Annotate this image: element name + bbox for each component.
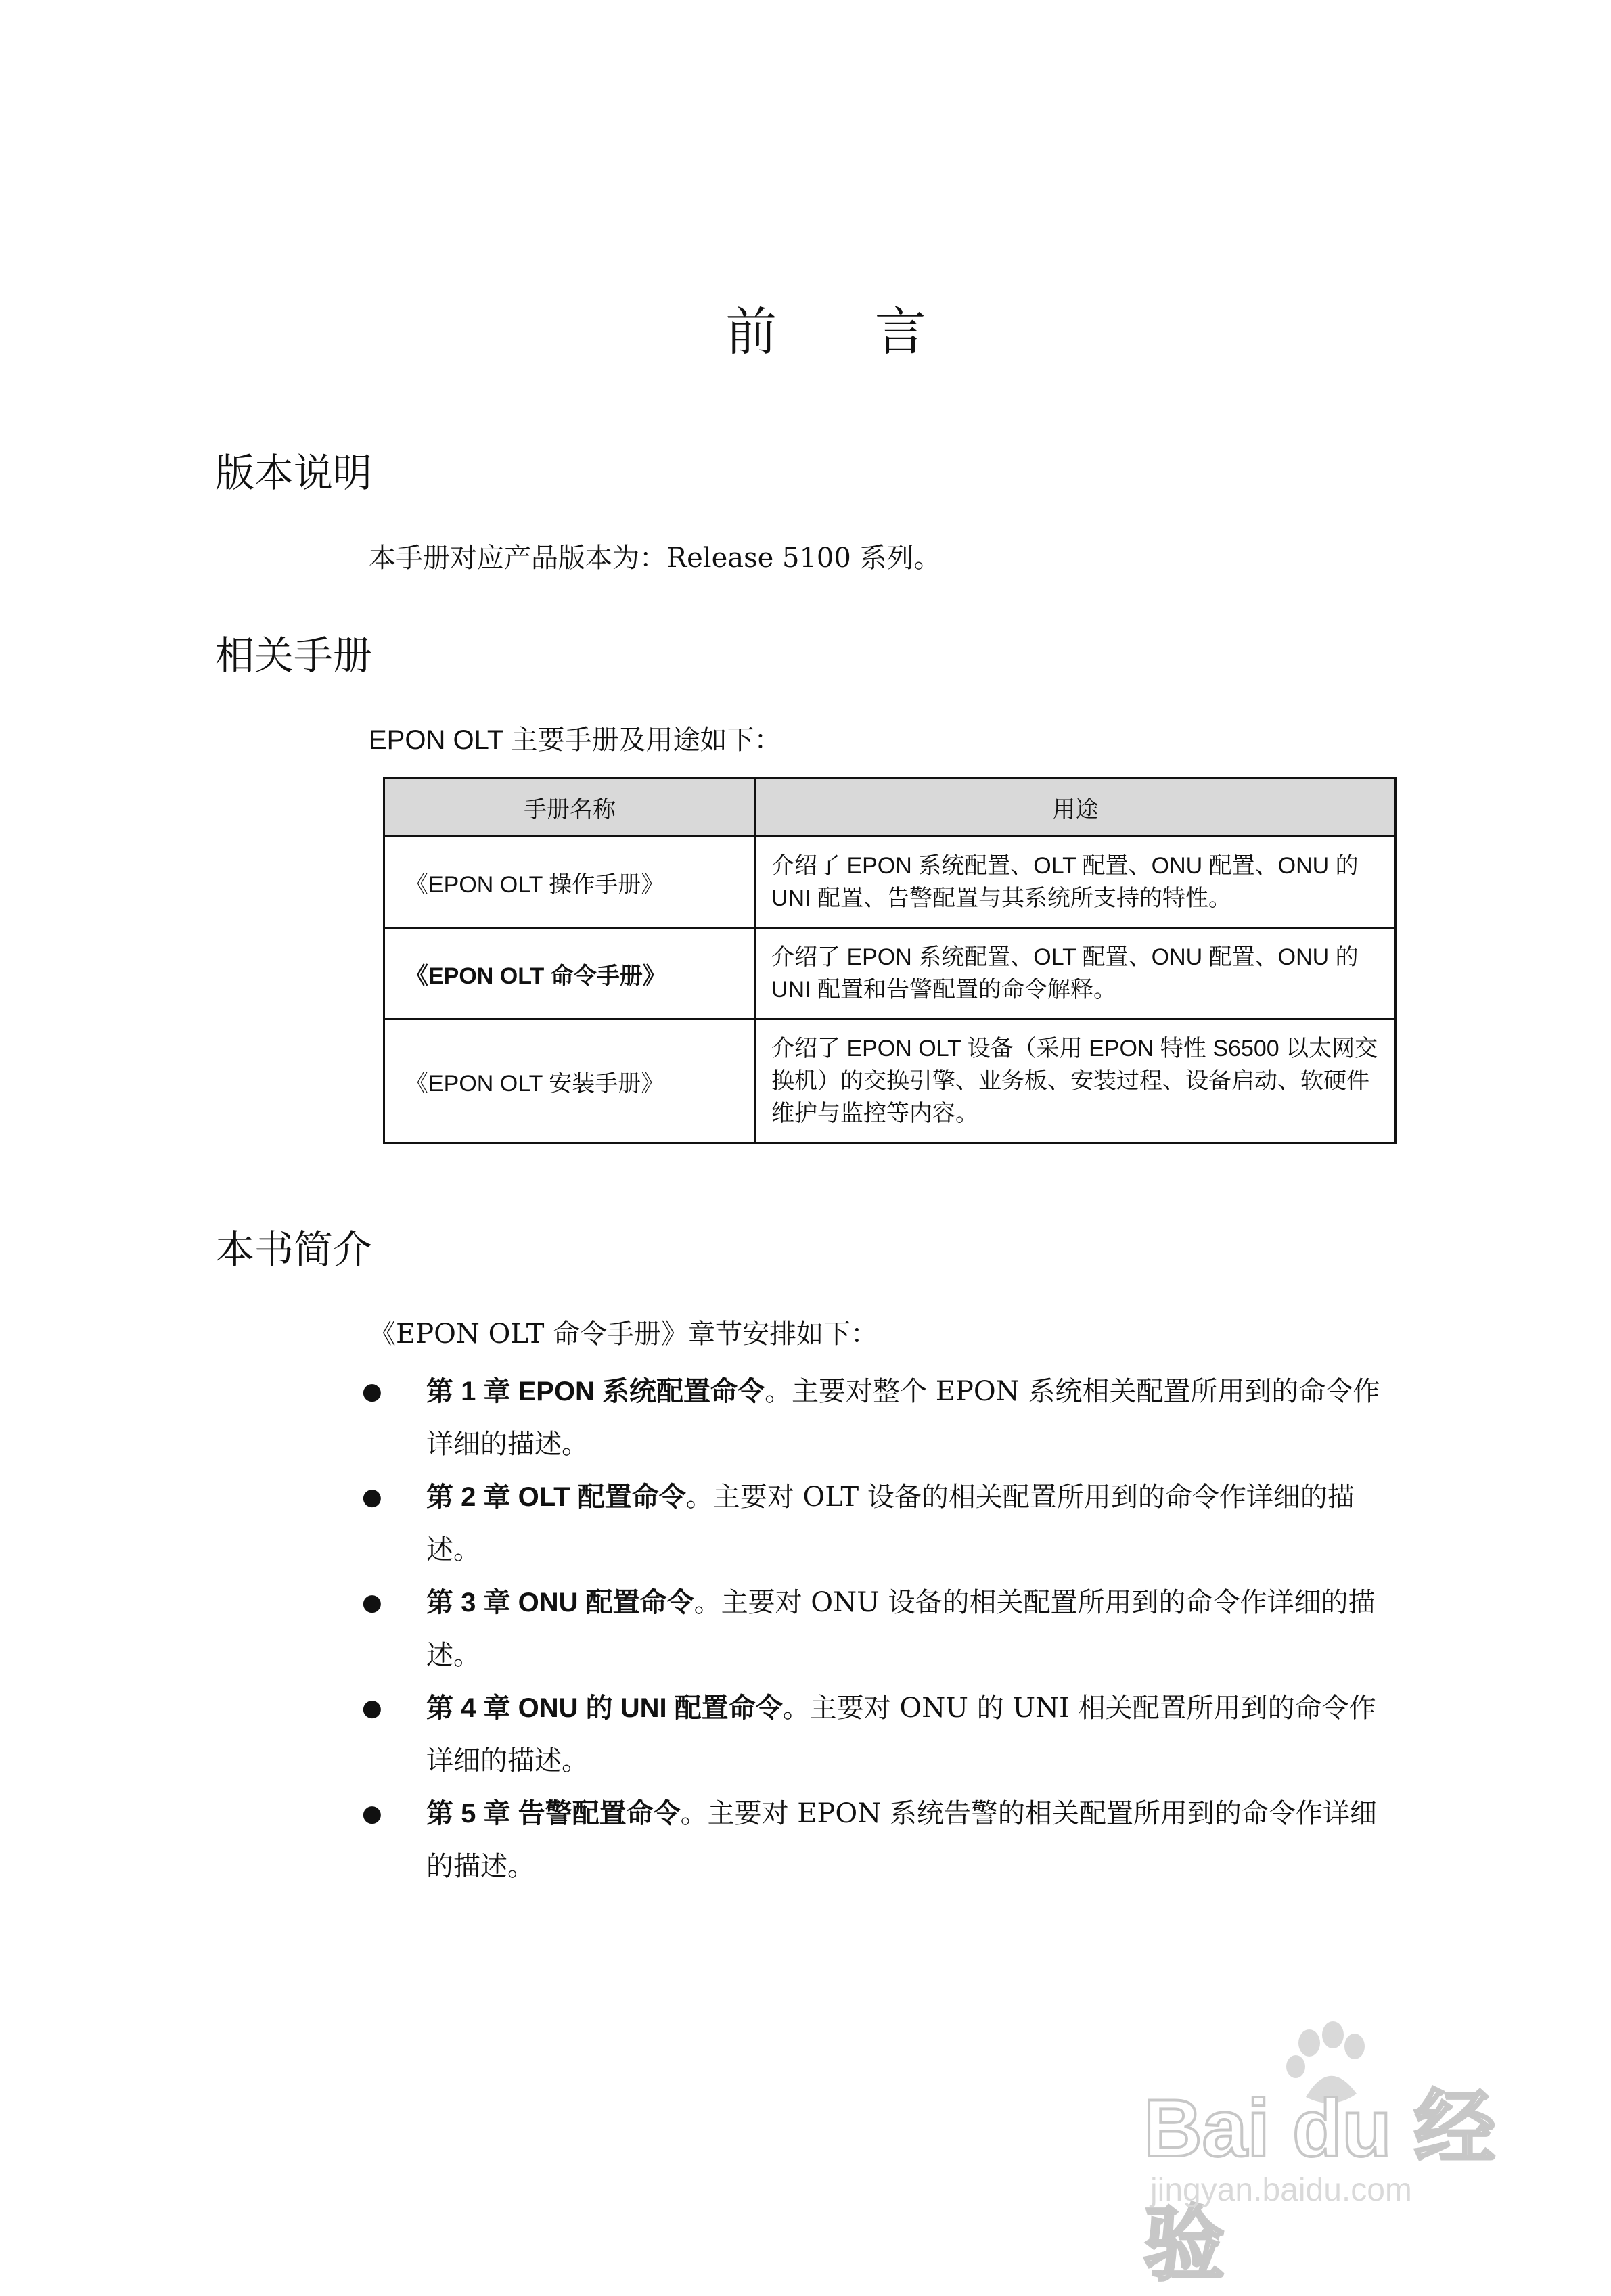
manual-purpose: 介绍了 EPON OLT 设备（采用 EPON 特性 S6500 以太网交换机）的交换引擎、业务板、安装过程、设备启动、软硬件维护与监控等内容。 (756, 1019, 1396, 1143)
bullet-icon: ● (362, 1695, 382, 1722)
chapter-title: 第 1 章 EPON 系统配置命令 (426, 1377, 765, 1406)
list-item (362, 1365, 1397, 1471)
manuals-intro: EPON OLT 主要手册及用途如下： (369, 725, 781, 755)
manual-name: 《EPON OLT 安装手册》 (384, 1019, 756, 1143)
chapter-title: 第 5 章 告警配置命令 (426, 1799, 681, 1829)
manuals-table (383, 777, 1397, 1144)
manual-purpose: 介绍了 EPON 系统配置、OLT 配置、ONU 配置、ONU 的 UNI 配置、告警配置与其系统所支持的特性。 (756, 837, 1396, 928)
intro-heading: 本书简介 (215, 1226, 373, 1272)
version-heading: 版本说明 (215, 450, 373, 496)
chapter-desc: 。主要对 ONU 的 UNI 相关配置所用到的命令作详细的描述。 (426, 1693, 1376, 1776)
chapter-title: 第 2 章 OLT 配置命令 (426, 1482, 686, 1512)
list-item (362, 1787, 1397, 1893)
table-header-purpose: 用途 (756, 778, 1396, 837)
version-text: 本手册对应产品版本为：Release 5100 系列。 (369, 543, 941, 574)
chapter-list (362, 1365, 1397, 1893)
list-item (362, 1576, 1397, 1682)
intro-text: 《EPON OLT 命令手册》章节安排如下： (369, 1318, 878, 1350)
chapter-desc: 。主要对整个 EPON 系统相关配置所用到的命令作详细的描述。 (426, 1376, 1380, 1460)
bullet-icon: ● (362, 1589, 382, 1616)
watermark-logo-text: Bai du 经验 (1143, 2083, 1496, 2290)
manual-name: 《EPON OLT 操作手册》 (384, 837, 756, 928)
page-title: 前 言 (725, 302, 967, 362)
chapter-title: 第 4 章 ONU 的 UNI 配置命令 (426, 1693, 783, 1723)
manual-name: 《EPON OLT 命令手册》 (384, 928, 756, 1019)
bullet-icon: ● (362, 1800, 382, 1827)
baidu-watermark (1143, 2036, 1522, 2290)
table-row (384, 837, 1396, 928)
table-header-name: 手册名称 (384, 778, 756, 837)
list-item (362, 1471, 1397, 1576)
bullet-icon: ● (362, 1484, 382, 1511)
table-row (384, 1019, 1396, 1143)
manuals-heading: 相关手册 (215, 633, 373, 679)
watermark-url: jingyan.baidu.com (1150, 2172, 1412, 2208)
list-item (362, 1682, 1397, 1787)
chapter-desc: 。主要对 OLT 设备的相关配置所用到的命令作详细的描述。 (426, 1482, 1355, 1565)
chapter-title: 第 3 章 ONU 配置命令 (426, 1588, 694, 1617)
chapter-desc: 。主要对 ONU 设备的相关配置所用到的命令作详细的描述。 (426, 1587, 1376, 1671)
manual-purpose: 介绍了 EPON 系统配置、OLT 配置、ONU 配置、ONU 的 UNI 配置和告警配置的命令解释。 (756, 928, 1396, 1019)
bullet-icon: ● (362, 1378, 382, 1405)
chapter-desc: 。主要对 EPON 系统告警的相关配置所用到的命令作详细的描述。 (426, 1798, 1377, 1882)
table-row (384, 928, 1396, 1019)
